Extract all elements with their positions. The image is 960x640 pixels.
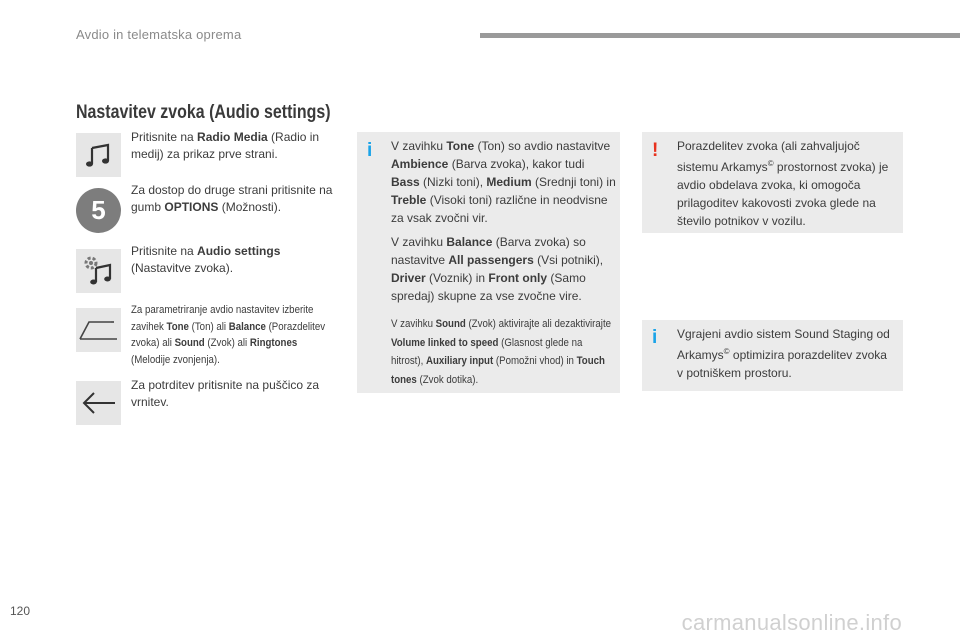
step-radio-media: Pritisnite na Radio Media (Radio in medij) za prikaz prve strani. [131,130,320,161]
step-options: Za dostop do druge strani pritisnite na gumb OPTIONS (Možnosti). [131,183,333,214]
chapter-title: Avdio in telematska oprema [76,27,242,42]
info-icon: i [367,140,373,161]
warning-icon: ! [652,140,659,161]
music-note-icon [76,133,121,177]
audio-settings-icon [76,249,121,293]
info-icon: i [652,327,658,348]
back-arrow-icon [76,381,121,425]
warning-text: Porazdelitev zvoka (ali zahvaljujoč sistemu Arkamys© prostornost zvoka) je avdio obdelava zvoka, ki omogoča prilagoditev kakovosti zvoka glede na število potnikov v vozilu. [677,139,889,228]
watermark: carmanualsonline.info [681,610,902,635]
step-audio-settings: Pritisnite na Audio settings (Nastavitve zvoka). [131,244,281,275]
info-sound-staging-text: Vgrajeni avdio sistem Sound Staging od Arkamys© optimizira porazdelitev zvoka v potniškem prostoru. [677,327,890,380]
info-sound-text: V zavihku Sound (Zvok) aktivirajte ali dezaktivirajte Volume linked to speed (Glasnost glede na hitrost), Auxiliary input (Pomožni vhod) in Touch tones (Zvok dotika). [391,318,612,386]
tab-icon [76,308,121,352]
step-tabs: Za parametriranje avdio nastavitev izberite zavihek Tone (Ton) ali Balance (Porazdelitev zvoka) ali Sound (Zvok) ali Ringtones (Melodije zvonjenja). [131,304,326,366]
page-number: 120 [10,604,31,618]
info-balance-text: V zavihku Balance (Barva zvoka) so nastavitve All passengers (Vsi potniki), Driver (Voznik) in Front only (Samo spredaj) skupne za vse zvočne vire. [391,235,604,303]
header-bar [480,33,960,38]
section-title: Nastavitev zvoka (Audio settings) [76,102,331,123]
step-confirm: Za potrditev pritisnite na puščico za vrnitev. [131,378,320,409]
info-tone-text: V zavihku Tone (Ton) so avdio nastavitve Ambience (Barva zvoka), kakor tudi Bass (Nizki toni), Medium (Srednji toni) in Treble (Visoki toni) različne in neodvisne za vsak zvočni vir. [391,139,616,225]
step-number-badge: 5 [76,188,121,233]
